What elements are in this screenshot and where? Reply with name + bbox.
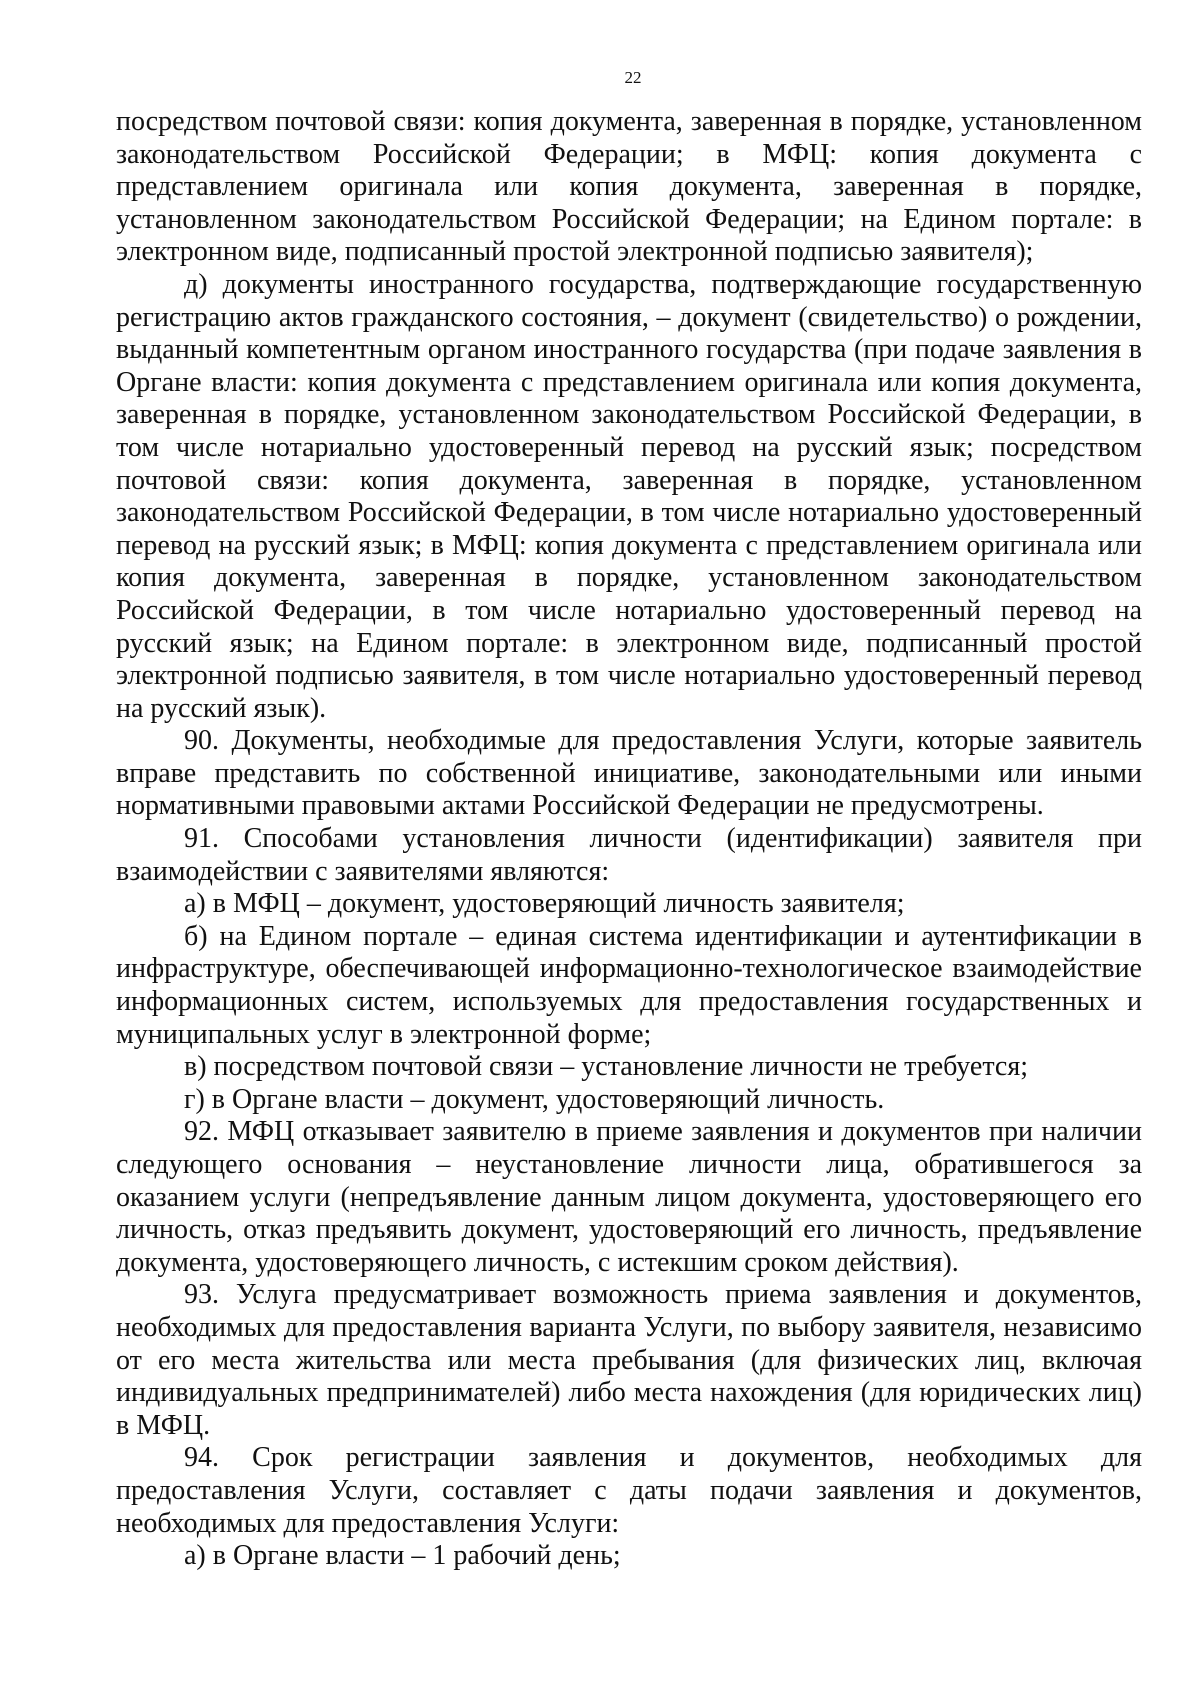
paragraph-91: 91. Способами установления личности (идентификации) заявителя при взаимодействии с заявителями являются: bbox=[116, 823, 1142, 887]
paragraph-item-d: д) документы иностранного государства, подтверждающие государственную регистрацию актов гражданского состояния, – документ (свидетельство) о рождении, выданный компетентным органом иностранного государства (при подаче заявления в Органе власти: копия документа с представлением оригинала или копия документа, заверенная в порядке, установленном законодательством Российской Федерации, в том числе нотариально удостоверенный перевод на русский язык; посредством почтовой связи: копия документа, заверенная в порядке, установленном законодательством Российской Федерации, в том числе нотариально удостоверенный перевод на русский язык; в МФЦ: копия документа с представлением оригинала или копия документа, заверенная в порядке, установленном законодательством Российской Федерации, в том числе нотариально удостоверенный перевод на русский язык; на Едином портале: в электронном виде, подписанный простой электронной подписью заявителя, в том числе нотариально удостоверенный перевод на русский язык). bbox=[116, 268, 1142, 724]
paragraph-91-g: г) в Органе власти – документ, удостоверяющий личность. bbox=[184, 1083, 885, 1115]
paragraph-94: 94. Срок регистрации заявления и документов, необходимых для предоставления Услуги, составляет с даты подачи заявления и документов, необходимых для предоставления Услуги: bbox=[116, 1442, 1142, 1539]
paragraph-91-v: в) посредством почтовой связи – установление личности не требуется; bbox=[184, 1051, 1029, 1083]
paragraph-90: 90. Документы, необходимые для предоставления Услуги, которые заявитель вправе представить по собственной инициативе, законодательными или иными нормативными правовыми актами Российской Федерации не предусмотрены. bbox=[116, 725, 1142, 822]
paragraph-91-a: а) в МФЦ – документ, удостоверяющий личность заявителя; bbox=[184, 888, 905, 920]
paragraph-94-a: а) в Органе власти – 1 рабочий день; bbox=[184, 1540, 621, 1572]
paragraph-92: 92. МФЦ отказывает заявителю в приеме заявления и документов при наличии следующего основания – неустановление личности лица, обратившегося за оказанием услуги (непредъявление данным лицом документа, удостоверяющего его личность, отказ предъявить документ, удостоверяющий его личность, предъявление документа, удостоверяющего личность, с истекшим сроком действия). bbox=[116, 1116, 1142, 1278]
document-body bbox=[116, 106, 1142, 1573]
page-number: 22 bbox=[624, 68, 642, 87]
paragraph-91-b: б) на Едином портале – единая система идентификации и аутентификации в инфраструктуре, обеспечивающей информационно-технологическое взаимодействие информационных систем, используемых для предоставления государственных и муниципальных услуг в электронной форме; bbox=[116, 920, 1142, 1050]
paragraph-93: 93. Услуга предусматривает возможность приема заявления и документов, необходимых для предоставления варианта Услуги, по выбору заявителя, независимо от его места жительства или места пребывания (для физических лиц, включая индивидуальных предпринимателей) либо места нахождения (для юридических лиц) в МФЦ. bbox=[116, 1279, 1142, 1441]
paragraph-continuation: посредством почтовой связи: копия документа, заверенная в порядке, установленном законодательством Российской Федерации; в МФЦ: копия документа с представлением оригинала или копия документа, заверенная в порядке, установленном законодательством Российской Федерации; на Едином портале: в электронном виде, подписанный простой электронной подписью заявителя); bbox=[116, 106, 1142, 268]
